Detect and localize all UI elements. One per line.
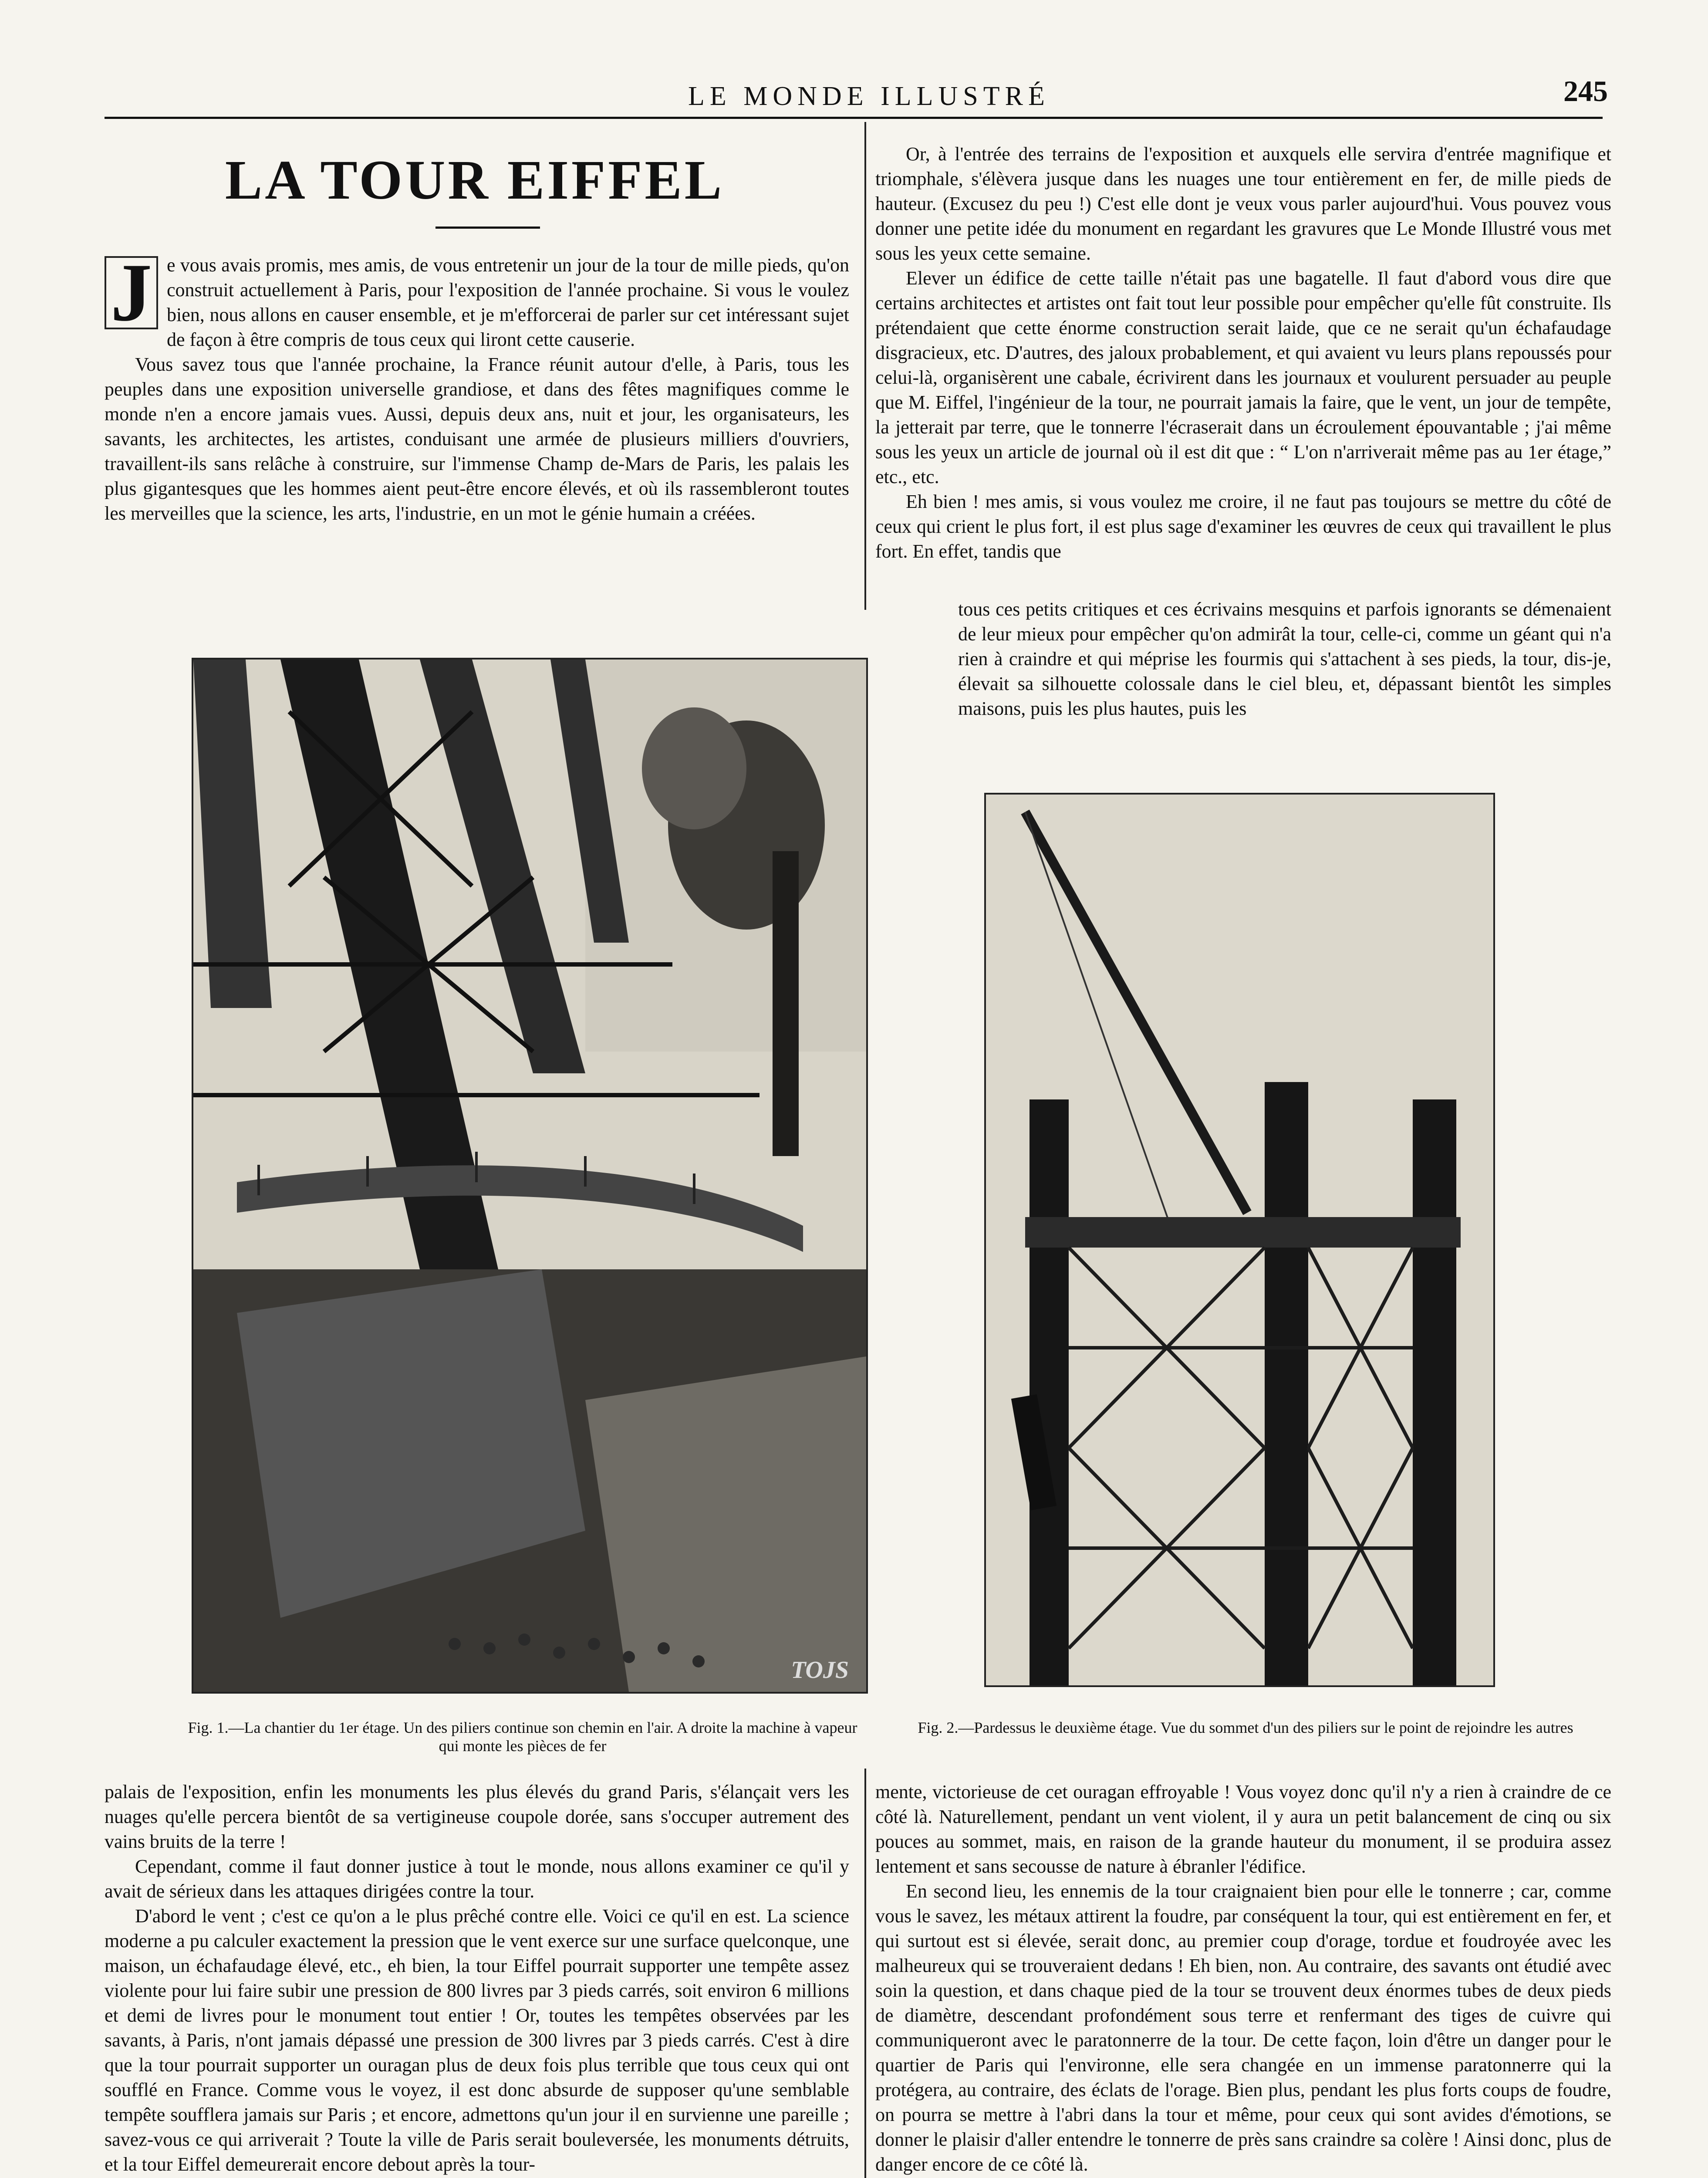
paragraph: Eh bien ! mes amis, si vous voulez me croire, il ne faut pas toujours se mettre du côté de ceux qui crient le plus fort, il est plus sage d'examiner les œuvres de ceux qui travaillent le plus fort. En effet, tandis que [875,491,1611,562]
title-underline [435,227,540,229]
engraver-signature: TOJS [791,1657,849,1684]
paragraph: Or, à l'entrée des terrains de l'exposition et auxquels elle servira d'entrée magnifique et triomphale, s'élèvera jusque dans les nuages une tour entièrement en fer, de mille pieds de hauteur. (Excusez du peu !) C'est elle dont je veux vous parler aujourd'hui. Vous pouvez vous donner une petite idée du monument en regardant les gravures que Le Monde Illustré vous met sous les yeux cette semaine. [875,143,1611,264]
dropcap-letter: J [105,256,158,329]
publication-name: LE MONDE ILLUSTRÉ [688,81,1050,111]
right-column-bottom [875,1779,1611,2177]
paragraph: e vous avais promis, mes amis, de vous entretenir un jour de la tour de mille pieds, qu'on construit actuellement à Paris, pour l'exposition de l'année prochaine. Si vous le voulez bien, nous allons en causer ensemble, et je m'efforcerai de parler sur cet intéressant sujet de façon à être compris de tous ceux qui liront cette causerie. [167,254,849,350]
figure-1-caption: Fig. 1.—La chantier du 1er étage. Un des piliers continue son chemin en l'air. A droite la machine à vapeur qui monte les pièces de fer [188,1719,857,1755]
column-divider-bottom [864,1769,866,2178]
figure-1-engraving [192,658,868,1694]
paragraph: mente, victorieuse de cet ouragan effroyable ! Vous voyez donc qu'il n'y a rien à craindre de ce côté là. Naturellement, pendant un vent violent, il y aura un petit balancement de cinq ou six pouces au sommet, mais, en raison de la grande hauteur du monument, il se produira assez lentement et sans secousse de nature à ébranler l'édifice. [875,1781,1611,1877]
figure-1-illustration [193,659,866,1692]
right-column-indented [958,597,1611,721]
page-number: 245 [1563,74,1608,108]
column-divider-top [864,122,866,610]
article-title: LA TOUR EIFFEL [225,149,725,211]
paragraph: Elever un édifice de cette taille n'était pas une bagatelle. Il faut d'abord vous dire que certains architectes et artistes ont fait tout leur possible pour empêcher qu'elle fût construite. Ils prétendaient que cette énorme construction serait laide, que ce ne serait qu'un échafaudage disgracieux, etc. D'autres, des jaloux probablement, et qui avaient vu leurs plans repoussés pour celui-là, organisèrent une cabale, écrivirent dans les journaux et voulurent persuader au peuple que M. Eiffel, l'ingénieur de la tour, ne pourrait jamais la faire, que le vent, un jour de tempête, la jetterait par terre, que le tonnerre l'écraserait dans un écroulement épouvantable ; j'ai même sous les yeux un article de journal où il est dit que : “ L'on n'arriverait même pas au 1er étage,” etc., etc. [875,267,1611,487]
paragraph: Vous savez tous que l'année prochaine, la France réunit autour d'elle, à Paris, tous les peuples dans une exposition universelle grandiose, et dans des fêtes magnifiques comme le monde n'en a encore jamais vues. Aussi, depuis deux ans, nuit et jour, les organisateurs, les savants, les architectes, les artistes, conduisant une armée de plusieurs milliers d'ouvriers, travaillent-ils sans relâche à construire, sur l'immense Champ de-Mars de Paris, les palais les plus gigantesques que les hommes aient peut-être encore élevés, et où ils rassembleront toutes les merveilles que la science, les arts, l'industrie, en un mot le génie humain a créées. [105,354,849,524]
paragraph: Cependant, comme il faut donner justice à tout le monde, nous allons examiner ce qu'il y avait de sérieux dans les attaques dirigées contre la tour. [105,1856,849,1902]
paragraph: tous ces petits critiques et ces écrivains mesquins et parfois ignorants se démenaient de leur mieux pour empêcher qu'on admirât la tour, celle-ci, comme un géant qui n'a rien à craindre et qui méprise les fourmis qui s'attachent à ses pieds, la tour, dis-je, élevait sa silhouette colossale dans le ciel bleu, et, dépassant bientôt les simples maisons, puis les plus hautes, puis les [958,599,1611,719]
figure-2-illustration [986,795,1493,1685]
paragraph: D'abord le vent ; c'est ce qu'on a le plus prêché contre elle. Voici ce qu'il en est. La science moderne a pu calculer exactement la pression que le vent exerce sur une surface quelconque, une maison, un échafaudage élevé, etc., eh bien, la tour Eiffel pourrait supporter une tempête assez violente pour lui faire subir une pression de 800 livres par 3 pieds carrés, soit environ 6 millions et demi de livres pour le monument tout entier ! Or, toutes les tempêtes observées par les savants, à Paris, n'ont jamais dépassé une pression de 300 livres par 3 pieds carrés. C'est à dire que la tour pourrait supporter un ouragan plus de deux fois plus terrible que tous ceux qui ont soufflé en France. Comme vous le voyez, il est donc absurde de supposer qu'une semblable tempête soufflera jamais sur Paris ; et encore, admettons qu'un jour il en survienne une pareille ; savez-vous ce qui arriverait ? Toute la ville de Paris serait bouleversée, les monuments détruits, et la tour Eiffel demeurerait encore debout après la tour- [105,1905,849,2175]
figure-2-engraving [984,793,1495,1687]
right-column-top [875,142,1611,564]
figure-2-caption: Fig. 2.—Pardessus le deuxième étage. Vue du sommet d'un des piliers sur le point de rejoindre les autres [918,1719,1573,1736]
masthead-rule [105,117,1603,119]
left-column-bottom [105,1779,849,2177]
paragraph: En second lieu, les ennemis de la tour craignaient bien pour elle le tonnerre ; car, comme vous le savez, les métaux attirent la foudre, par conséquent la tour, qui est entièrement en fer, et qui surtout est si élevée, serait donc, au premier coup d'orage, tordue et foudroyée avec les malheureux qui se trouveraient dedans ! Eh bien, non. Au contraire, des savants ont étudié avec soin la question, et dans chaque pied de la tour se trouvent deux énormes tubes de deux pieds de diamètre, descendant profondément sous terre et renfermant des tiges de cuivre qui communiqueront avec le paratonnerre de la tour. De cette façon, loin d'être un danger pour le quartier de Paris qui l'environne, elle sera changée en un immense paratonnerre qui la protégera, au contraire, des éclats de l'orage. Bien plus, pendant les plus forts coups de foudre, on pourra se mettre à l'abri dans la tour et même, pour ceux qui sont avides d'émotions, se donner le plaisir d'aller entendre le tonnerre de près sans craindre sa colère ! Ainsi donc, plus de danger encore de ce côté là. [875,1880,1611,2175]
left-column-top [105,247,849,526]
paragraph: palais de l'exposition, enfin les monuments les plus élevés du grand Paris, s'élançait vers les nuages qu'elle percera bientôt de sa vertigineuse coupole dorée, sans s'occuper autrement des vains bruits de la terre ! [105,1781,849,1852]
